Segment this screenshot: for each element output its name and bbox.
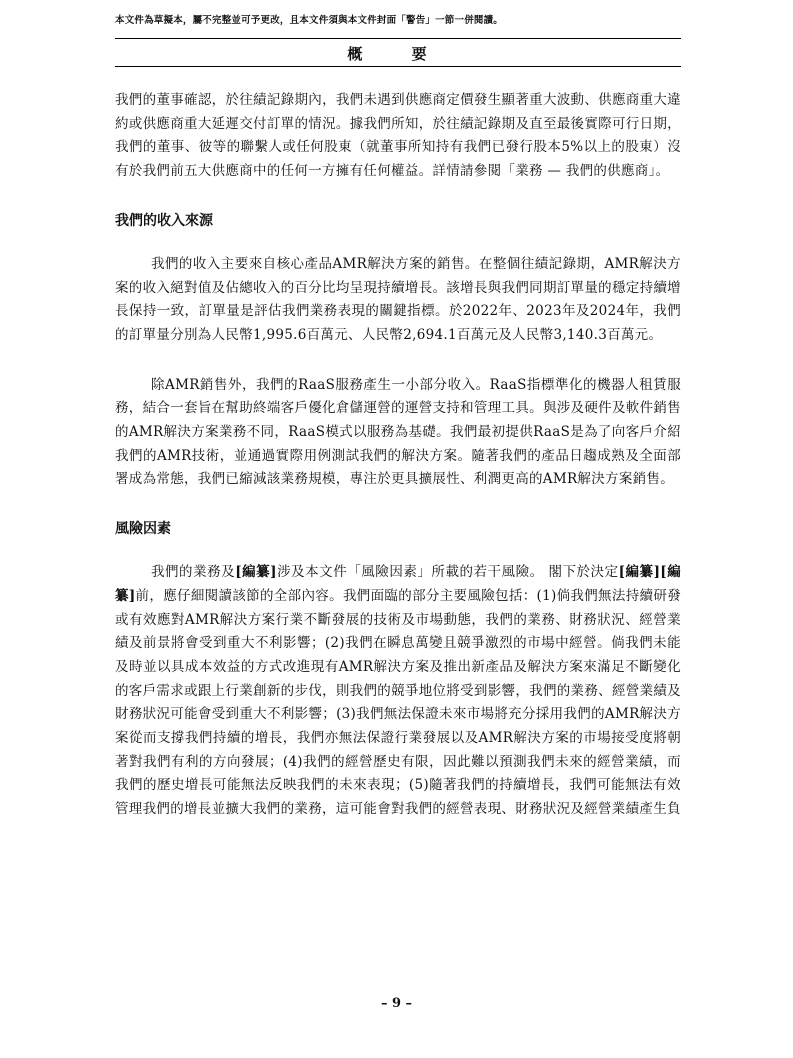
- page-number: – 9 –: [380, 996, 413, 1011]
- document-body: [115, 89, 681, 822]
- draft-warning-note: 本文件為草擬本，屬不完整並可予更改，且本文件須與本文件封面「警告」一節一併閱讀。: [115, 15, 504, 26]
- header-rule-top: [115, 38, 681, 39]
- redacted-placeholder: [編纂][編纂]: [115, 564, 681, 604]
- section-title: 概 要: [347, 45, 449, 63]
- risk-text-3: 前，應仔細閱讀該節的全部內容。我們面臨的部分主要風險包括：(1)倘我們無法持續研發或有效應對AMR解決方案行業不斷發展的技術及市場動態，我們的業務、財務狀況、經營業績及前景將會受到重大不利影響；(2)我們在瞬息萬變且競爭激烈的市場中經營。倘我們未能及時並以具成本效益的方式改進現有AMR解決方案及推出新產品及解決方案來滿足不斷變化的客戶需求或跟上行業創新的步伐，則我們的競爭地位將受到影響，我們的業務、經營業績及財務狀況可能會受到重大不利影響；(3)我們無法保證未來市場將充分採用我們的AMR解決方案從而支撐我們持續的增長，我們亦無法保證行業發展以及AMR解決方案的市場接受度將朝著對我們有利的方向發展；(4)我們的經營歷史有限，因此難以預測我們未來的經營業績，而我們的歷史增長可能無法反映我們的未來表現；(5)隨著我們的持續增長，我們可能無法有效管理我們的增長並擴大我們的業務，這可能會對我們的經營表現、財務狀況及經營業績產生負: [115, 587, 681, 818]
- paragraph-amr-revenue: 我們的收入主要來自核心產品AMR解決方案的銷售。在整個往績記錄期，AMR解決方案的收入絕對值及佔總收入的百分比均呈現持續增長。該增長與我們同期訂單量的穩定持續增長保持一致，訂單量是評估我們業務表現的關鍵指標。於2022年、2023年及2024年，我們的訂單量分別為人民幣1,995.6百萬元、人民幣2,694.1百萬元及人民幣3,140.3百萬元。: [115, 255, 681, 343]
- risk-text-2: 涉及本文件「風險因素」所載的若干風險。 閣下於決定: [276, 564, 619, 581]
- heading-risk-factors: 風險因素: [115, 521, 171, 538]
- heading-revenue-sources: 我們的收入來源: [115, 212, 213, 229]
- redacted-placeholder: [編纂]: [235, 564, 277, 581]
- risk-text-1: 我們的業務及: [151, 564, 236, 581]
- header-rule-bottom: [115, 66, 681, 67]
- paragraph-risk-factors: [115, 561, 681, 822]
- paragraph-suppliers: 我們的董事確認，於往績記錄期內，我們未遇到供應商定價發生顯著重大波動、供應商重大違約或供應商重大延遲交付訂單的情況。據我們所知，於往績記錄期及直至最後實際可行日期，我們的董事、彼等的聯繫人或任何股東（就董事所知持有我們已發行股本5%以上的股東）沒有於我們前五大供應商中的任何一方擁有任何權益。詳情請參閱「業務 — 我們的供應商」。: [115, 92, 681, 180]
- paragraph-raas-revenue: 除AMR銷售外，我們的RaaS服務產生一小部分收入。RaaS指標準化的機器人租賃服務，結合一套旨在幫助終端客戶優化倉儲運營的運營支持和管理工具。與涉及硬件及軟件銷售的AMR解決方案業務不同，RaaS模式以服務為基礎。我們最初提供RaaS是為了向客戶介紹我們的AMR技術，並通過實際用例測試我們的解決方案。隨著我們的產品日趨成熟及全面部署成為常態，我們已縮減該業務規模，專注於更具擴展性、利潤更高的AMR解決方案銷售。: [115, 376, 681, 488]
